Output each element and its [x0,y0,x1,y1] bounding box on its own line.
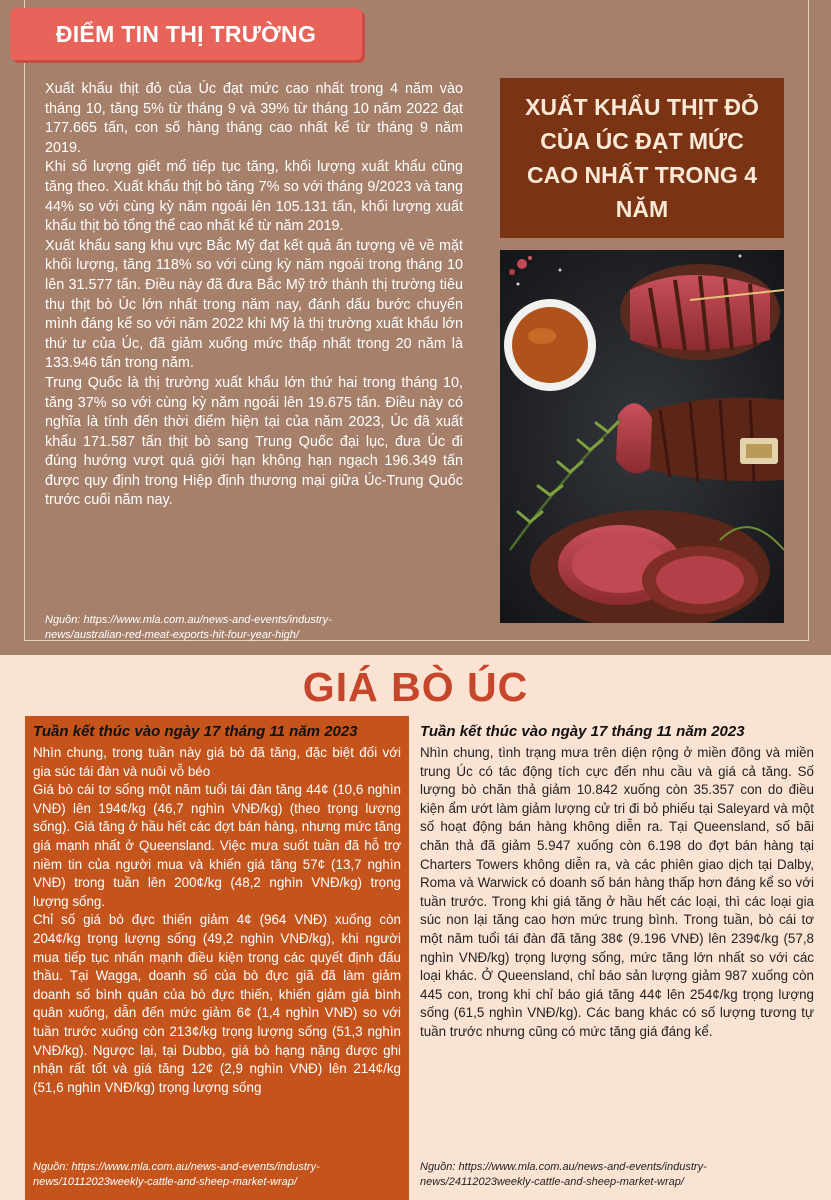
column-paragraph: Nhìn chung, trong tuần này giá bò đã tăng, đặc biệt đối với gia súc tái đàn và nuôi vỗ béo [33,745,401,779]
column-source [420,1160,707,1190]
source-line: news/10112023weekly-cattle-and-sheep-market-wrap/ [33,1176,297,1188]
column-source [33,1160,320,1190]
column-body [33,744,401,1097]
steak-image [500,250,784,623]
source-line: Nguồn: https://www.mla.com.au/news-and-events/industry- [420,1161,707,1173]
steak-photo [500,250,784,623]
column-heading: Tuần kết thúc vào ngày 17 tháng 11 năm 2023 [33,723,358,740]
article-paragraph: Trung Quốc là thị trường xuất khẩu lớn thứ hai trong tháng 10, tăng 37% so với cùng kỳ năm ngoái lên 19.675 tấn. Điều này có nghĩa là tính đến thời điểm hiện tại của năm 2023, Úc đã xuất khẩu 171.587 tấn thịt bò sang Trung Quốc đại lục, đưa Úc đi đúng hướng vượt quá giới hạn không hạn ngạch 196.349 tấn được quy định trong Hiệp định thương mại giữa Úc-Trung Quốc trước cuối năm nay. [45,374,463,509]
headline-box [500,78,784,238]
column-heading: Tuần kết thúc vào ngày 17 tháng 11 năm 2023 [420,723,745,740]
column-body [420,744,814,1042]
source-line: Nguồn: https://www.mla.com.au/news-and-events/industry- [33,1161,320,1173]
column-paragraph: Chỉ số giá bò đực thiến giảm 4¢ (964 VNĐ) xuống còn 204¢/kg trọng lượng sống (49,2 nghìn VNĐ/kg), khi người mua tiếp tục nhấn mạnh điều kiện trong các quyết định đấu thầu. Tại Wagga, doanh số của bò đực giã đã làm giảm doanh số bình quân của bò đực thiến, khiến giảm giá bình quân xuống, dẫn đến mức giảm 6¢ (1,4 nghìn VNĐ) so với tuần trước xuống còn 213¢/kg trọng lượng sống (51,3 nghìn VNĐ/kg). Ngược lại, tại Dubbo, giá bò hạng nặng được ghi nhận rất tốt và giá tăng 12¢ (2,9 nghìn VNĐ) lên 214¢/kg (51,6 nghìn VNĐ/kg) trọng lượng sống [33,912,401,1095]
left-column [25,716,409,1200]
article-paragraph: Xuất khẩu thịt đỏ của Úc đạt mức cao nhất trong 4 năm vào tháng 10, tăng 5% từ tháng 9 và 39% từ tháng 10 năm 2022 đạt 177.665 tấn, con số hàng tháng cao nhất kể từ tháng 9 năm 2019. [45,81,463,156]
headline-text: XUẤT KHẨU THỊT ĐỎ CỦA ÚC ĐẠT MỨC CAO NHẤT TRONG 4 NĂM [525,94,759,222]
divider [24,0,25,640]
source-line: Nguồn: https://www.mla.com.au/news-and-events/industry- [45,614,332,626]
article-paragraph: Khi số lượng giết mổ tiếp tục tăng, khối lượng xuất khẩu cũng tăng theo. Xuất khẩu thịt bò tăng 7% so với tháng 9/2023 và tang 44% so với cùng kỳ năm ngoái lên 105.131 tấn, khối lượng xuất khẩu thịt bò tổng thể cao nhất kể từ năm 2019. [45,159,463,235]
section-banner [10,8,362,60]
banner-title: ĐIỂM TIN THỊ TRƯỜNG [55,20,317,47]
divider [808,0,809,641]
source-line: news/24112023weekly-cattle-and-sheep-market-wrap/ [420,1176,684,1188]
article-paragraph: Xuất khẩu sang khu vực Bắc Mỹ đạt kết quả ấn tượng về về mặt khối lượng, tăng 118% so với cùng kỳ năm ngoái trong tháng 10 lên 31.577 tấn. Điều này đã đưa Bắc Mỹ trở thành thị trường tiêu thụ thịt bò Úc lớn nhất trong năm nay, đánh dấu bước chuyển mình đáng kể so với năm 2022 khi Mỹ là thị trường xuất khẩu lớn thứ tư của Úc, đã giảm xuống mức thấp nhất trong 20 năm là 133.946 tấn trong năm. [45,237,463,372]
source-line: news/australian-red-meat-exports-hit-four-year-high/ [45,629,299,641]
article-source [45,613,445,643]
column-paragraph: Nhìn chung, tình trạng mưa trên diện rộng ở miền đông và miền trung Úc có tác động tích cực đến nhu cầu và giá cả tăng. Số lượng bò chăn thả giảm 10.842 xuống còn 35.357 con do điều kiện ẩm ướt làm giảm lượng cử tri đi bỏ phiếu tại Saleyard và một số hoạt động bán hàng không diễn ra. Tại Queensland, số bãi chăn thả đã giảm 5.947 xuống còn 6.198 do đợt bán hàng tại Charters Towers không diễn ra, và các phiên giao dịch tại Dalby, Roma và Warwick có doanh số bán hàng thấp hơn đáng kể so với tuần trước. Trong khi giá tăng ở hầu hết các loại, thì các loại gia súc non lại tăng cao hơn mức trung bình. Trong tuần, bò cái tơ một năm tuổi tái đàn đã tăng 38¢ (9.196 VNĐ) lên 239¢/kg (57,8 nghìn VNĐ/kg) trọng lượng sống, mức tăng lớn nhất so với các loại khác. Ở Queensland, chỉ báo sản lượng giảm 987 xuống còn 445 con, trong khi chỉ báo giá tăng 44¢ lên 254¢/kg trọng lượng sống (61,5 nghìn VNĐ/kg). Các bang khác có số lượng tương tự tuần trước nhưng cũng có mức tăng giá đáng kể. [420,745,814,1039]
article-body [45,80,463,511]
column-paragraph: Giá bò cái tơ sống một năm tuổi tái đàn tăng 44¢ (10,6 nghìn VNĐ) lên 194¢/kg (46,7 nghìn VNĐ/kg) (theo trọng lượng sống). Giá tăng ở hầu hết các đợt bán hàng, nhưng mức tăng giá mạnh nhất ở Queensland. Việc mưa suốt tuần đã hỗ trợ niềm tin của người mua và khiến giá tăng 57¢ (13,7 nghìn VNĐ) trong tuần lên 200¢/kg (48,2 nghìn VNĐ/kg) trọng lượng sống. [33,782,401,909]
section-title: GIÁ BÒ ÚC [302,664,529,710]
right-column [412,716,822,1200]
